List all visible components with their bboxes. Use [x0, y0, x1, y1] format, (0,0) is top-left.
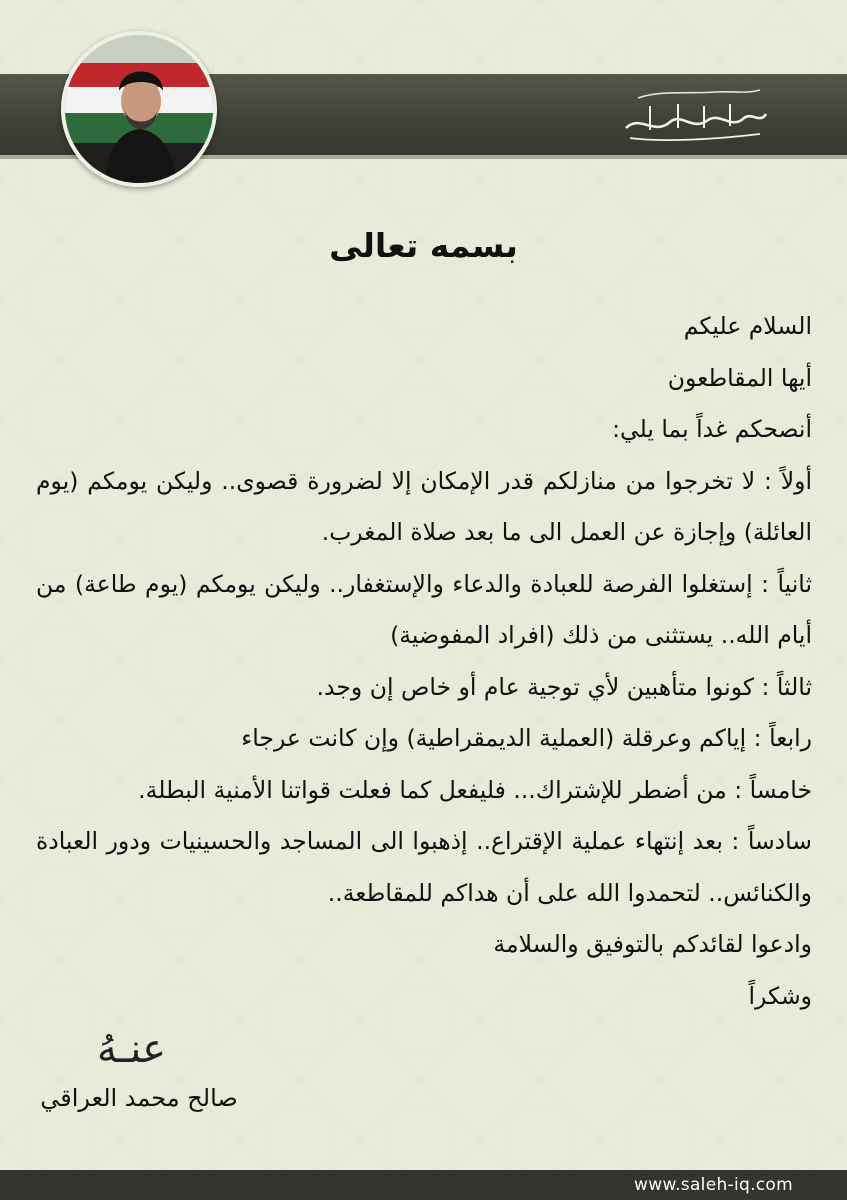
address-line: أيها المقاطعون	[667, 363, 812, 392]
avatar	[61, 31, 217, 187]
point-6: سادساً : بعد إنتهاء عملية الإقتراع.. إذهبوا الى المساجد والحسينيات ودور العبادة والكنائس.. لتحمدوا الله على أن هداكم للمقاطعة..	[36, 827, 812, 907]
signature-block	[33, 1022, 253, 1142]
portrait-image	[65, 35, 213, 183]
calligraphy-logo-graphic	[620, 84, 770, 146]
point-2: ثانياً : إستغلوا الفرصة للعبادة والدعاء والإستغفار.. وليكن يومكم (يوم طاعة) من أيام الله.. يستثنى من ذلك (افراد المفوضية)	[36, 569, 812, 649]
prayer-line: وادعوا لقائدكم بالتوفيق والسلامة	[493, 930, 812, 958]
point-5: خامساً : من أضطر للإشتراك... فليفعل كما فعلت قواتنا الأمنية البطلة.	[138, 775, 812, 804]
document-body	[36, 301, 812, 1022]
document-title: بسمه تعالى	[329, 226, 518, 265]
point-3: ثالثاً : كونوا متأهبين لأي توجية عام أو خاص إن وجد.	[316, 672, 812, 701]
point-4: رابعاً : إياكم وعرقلة (العملية الديمقراطية) وإن كانت عرجاء	[241, 724, 812, 752]
closing-line: وشكراً	[748, 981, 812, 1010]
signature-mark: عنـهُ	[97, 1026, 167, 1072]
signature-name: صالح محمد العراقي	[40, 1084, 238, 1112]
footer-website-link[interactable]: www.saleh-iq.com	[634, 1175, 793, 1195]
point-1: أولاً : لا تخرجوا من منازلكم قدر الإمكان إلا لضرورة قصوى.. وليكن يومكم (يوم العائلة) وإجازة عن العمل الى ما بعد صلاة المغرب.	[36, 466, 812, 546]
intro-line: أنصحكم غداً بما يلي:	[612, 415, 812, 443]
greeting-line: السلام عليكم	[683, 312, 812, 340]
leader-calligraphy-logo	[620, 84, 770, 146]
